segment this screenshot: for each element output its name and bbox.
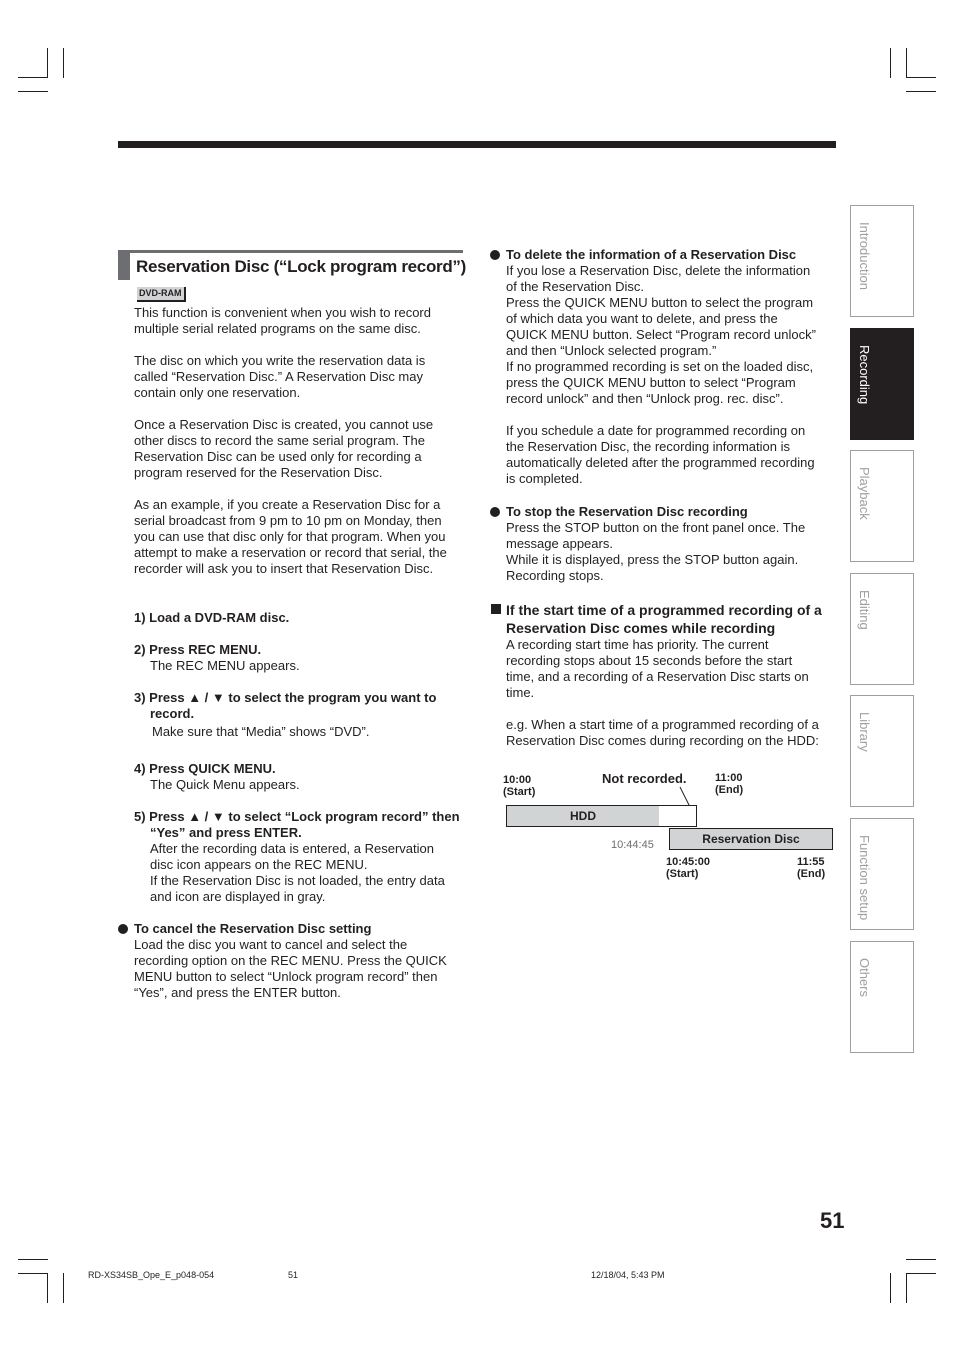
res-start-label: 10:45:00 (Start) xyxy=(666,856,711,880)
res-end-label: 11:55 (End) xyxy=(797,856,826,880)
hdd-start-label: 10:00 (Start) xyxy=(503,774,536,798)
step-5: 5) Press ▲ / ▼ to select “Lock program record” then “Yes” and press ENTER. After the recording data is entered, a Reservation disc icon appears on the REC MENU. If the Reservation Disc is not loaded, the entry data and icon are displayed in gray. xyxy=(134,809,460,904)
intro-text xyxy=(134,305,464,577)
step-2: 2) Press REC MENU. The REC MENU appears. xyxy=(134,642,300,673)
cancel-section: To cancel the Reservation Disc setting Load the disc you want to cancel and select the recording option on the REC MENU. Press the QUICK MENU button to select “Unlock program record” then “Yes”, and press the ENTER button. xyxy=(134,921,447,1000)
dvd-ram-tag: DVD-RAM xyxy=(137,287,186,302)
tab-library[interactable]: Library xyxy=(850,695,914,807)
stop-section: To stop the Reservation Disc recording Press the STOP button on the front panel once. The message appears. While it is displayed, press the STOP button again. Recording stops. xyxy=(506,504,806,583)
not-recorded-label: Not recorded. xyxy=(602,771,687,786)
footer-filename: RD-XS34SB_Ope_E_p048-054 xyxy=(88,1270,215,1280)
not-recorded-gap xyxy=(659,805,697,827)
page-number: 51 xyxy=(820,1208,845,1233)
reservation-disc-bar: Reservation Disc xyxy=(669,828,833,850)
footer-timestamp: 12/18/04, 5:43 PM xyxy=(591,1270,665,1280)
bullet-icon xyxy=(490,250,500,260)
intro-paragraph: This function is convenient when you wish to record multiple serial related programs on the same disc. xyxy=(134,305,431,336)
bullet-icon xyxy=(118,924,128,934)
hdd-bar: HDD xyxy=(506,805,660,827)
intro-paragraph: Once a Reservation Disc is created, you cannot use other discs to record the same serial program. The Reservation Disc can be used only for recording a program reserved for the Reservation Disc. xyxy=(134,417,434,480)
section-heading xyxy=(118,250,466,280)
tab-function-setup[interactable]: Function setup xyxy=(850,818,914,930)
square-bullet-icon xyxy=(491,604,501,614)
tab-others[interactable]: Others xyxy=(850,941,914,1053)
tab-editing[interactable]: Editing xyxy=(850,573,914,685)
step-3: 3) Press ▲ / ▼ to select the program you want to record. Make sure that “Media” shows “DVD”. xyxy=(134,690,437,739)
delete-section: To delete the information of a Reservation Disc If you lose a Reservation Disc, delete the information of the Reservation Disc. Press the QUICK MENU button to select the program of which data you want to delete, and press the QUICK MENU button. Select “Program record unlock” and then “Unlock selected program.” If no programmed recording is set on the loaded disc, press the QUICK MENU button to select “Program record unlock” and then “Unlock prog. rec. disc”. If you schedule a date for programmed recording on the Reservation Disc, the recording information is automatically deleted after the programmed recording is completed. xyxy=(506,247,816,486)
intro-paragraph: As an example, if you create a Reservation Disc for a serial broadcast from 9 pm to 10 pm on Monday, then you can use that disc only for that program. When you attempt to make a reservation or record that serial, the recorder will ask you to insert that Reservation Disc. xyxy=(134,497,447,576)
priority-section: If the start time of a programmed recording of a Reservation Disc comes while recording A recording start time has priority. The current recording stops about 15 seconds before the start time, and a recording of a Reservation Disc starts on time. e.g. When a start time of a programmed recording of a Reservation Disc comes during recording on the HDD: xyxy=(506,602,822,748)
footer-page: 51 xyxy=(288,1270,299,1280)
tab-recording[interactable]: Recording xyxy=(850,328,914,440)
step-4: 4) Press QUICK MENU. The Quick Menu appears. xyxy=(134,761,300,792)
bullet-icon xyxy=(490,507,500,517)
intro-paragraph: The disc on which you write the reservation data is called “Reservation Disc.” A Reservation Disc may contain only one reservation. xyxy=(134,353,426,400)
tab-introduction[interactable]: Introduction xyxy=(850,205,914,317)
step-1: 1) Load a DVD-RAM disc. xyxy=(134,610,290,625)
hdd-end-label: 11:00 (End) xyxy=(715,772,744,796)
header-rule xyxy=(118,141,836,148)
tab-playback[interactable]: Playback xyxy=(850,450,914,562)
section-title: Reservation Disc (“Lock program record”) xyxy=(136,257,466,276)
hdd-stop-time: 10:44:45 xyxy=(611,839,654,851)
